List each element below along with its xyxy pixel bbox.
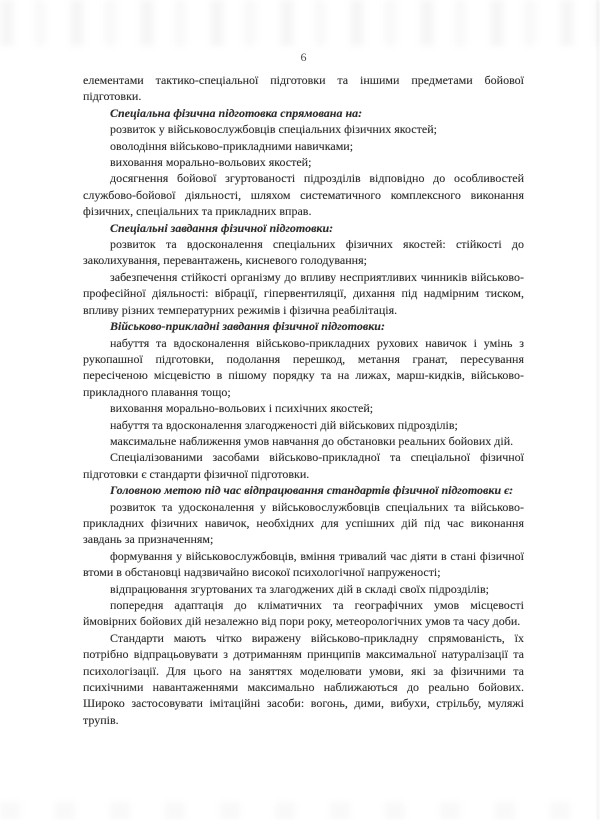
- list-paragraph: виховання морально-вольових якостей;: [110, 155, 312, 170]
- scan-artifact-right-edge: [597, 0, 599, 820]
- list-paragraph: забезпечення стійкості організму до впливу несприятливих чинників військово-професійної діяльності: вібрації, гіпервентиляції, дихання під надмірним тиском, впливу різних температурних режимів і фізична реабілітація.: [83, 269, 524, 317]
- list-paragraph: попередня адаптація до кліматичних та географічних умов місцевості ймовірних бойових дій незалежно від пори року, метеорологічних умов та часу доби.: [83, 598, 524, 629]
- page-number: 6: [300, 50, 307, 64]
- list-paragraph: набуття та вдосконалення військово-прикладних рухових навичок і умінь з рукопашної підготовки, подолання перешкод, метання гранат, пересування пересіченою місцевістю в пішому порядку та на лижах, марш-кидків, військово-прикладного плавання тощо;: [83, 335, 524, 399]
- scan-artifact-top: [0, 0, 600, 46]
- list-paragraph: розвиток та удосконалення у військовослужбовців спеціальних та військово-прикладних фізичних навичок, необхідних для успішних дій під час виконання завдань за призначенням;: [83, 499, 524, 547]
- list-paragraph: відпрацювання згуртованих та злагоджених дій в складі своїх підрозділів;: [110, 581, 489, 596]
- list-paragraph: набуття та вдосконалення злагодженості дій військових підрозділів;: [110, 417, 458, 432]
- document-body: [83, 72, 524, 728]
- list-paragraph: розвиток та вдосконалення спеціальних фізичних якостей: стійкості до заколихування, перевантажень, кисневого голодування;: [83, 237, 524, 268]
- list-paragraph: розвиток у військовослужбовців спеціальних фізичних якостей;: [110, 122, 437, 137]
- list-paragraph: оволодіння військово-прикладними навичками;: [110, 138, 354, 153]
- paragraph-continuation: елементами тактико-спеціальної підготовки та іншими предметами бойової підготовки.: [83, 73, 524, 104]
- list-paragraph: максимальне наближення умов навчання до обстановки реальних бойових дій.: [110, 433, 514, 448]
- list-paragraph: виховання морально-вольових і психічних якостей;: [110, 401, 374, 416]
- paragraph: Спеціалізованими засобами військово-прикладної та спеціальної фізичної підготовки є стандарти фізичної підготовки.: [83, 450, 524, 481]
- list-paragraph: досягнення бойової згуртованості підрозділів відповідно до особливостей службово-бойової діяльності, шляхом систематичного комплексного виконання фізичних, спеціальних та прикладних вправ.: [83, 171, 524, 219]
- scan-artifact-bottom: [0, 802, 600, 820]
- section-heading: Військово-прикладні завдання фізичної підготовки:: [110, 319, 385, 334]
- paragraph: Стандарти мають чітко виражену військово-прикладну спрямованість, їх потрібно відпрацьовувати з дотриманням принципів максимальної натуралізації та психологізації. Для цього на заняттях моделювати умови, які за фізичними та психічними навантаженнями максимально наближаються до реально бойових. Широко застосовувати імітаційні засоби: вогонь, дими, вибухи, стрільбу, муляжі трупів.: [83, 630, 524, 727]
- list-paragraph: формування у військовослужбовців, вміння тривалий час діяти в стані фізичної втоми в обстановці надзвичайно високої психологічної напруженості;: [83, 548, 524, 580]
- section-heading: Головною метою під час відпрацювання стандартів фізичної підготовки є:: [110, 483, 514, 498]
- section-heading: Спеціальна фізична підготовка спрямована на:: [110, 105, 363, 120]
- section-heading: Спеціальні завдання фізичної підготовки:: [110, 220, 334, 235]
